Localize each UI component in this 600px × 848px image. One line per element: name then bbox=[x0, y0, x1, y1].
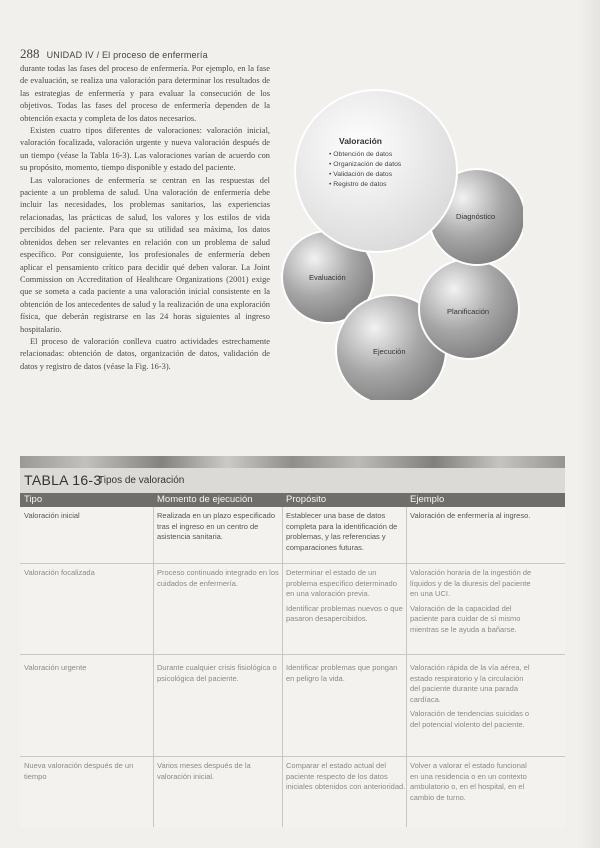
table-number: TABLA 16-3 bbox=[24, 472, 102, 488]
cell-paragraph: Valoración de enfermería al ingreso. bbox=[410, 511, 531, 520]
label-evaluacion: Evaluación bbox=[309, 273, 346, 282]
cell-paragraph: Valoración horaria de la ingestión de líquidos y de la diuresis del paciente en una UCI. bbox=[410, 568, 532, 598]
cell-paragraph: Comparar el estado actual del paciente respecto de los datos iniciales obtenidos con anterioridad. bbox=[286, 761, 406, 791]
cell-paragraph: Establecer una base de datos completa para la identificación de problemas, y las referencias y comparaciones futuras. bbox=[286, 511, 398, 552]
table-cell-momento: Realizada en un plazo especificado tras el ingreso en un centro de asistencia sanitaria. bbox=[157, 511, 275, 541]
label-planificacion: Planificación bbox=[447, 307, 490, 316]
page-edge-shadow bbox=[578, 0, 600, 848]
column-divider bbox=[406, 507, 407, 827]
cell-paragraph: Identificar problemas nuevos o que pasaron desapercibidos. bbox=[286, 603, 403, 623]
table-cell-proposito bbox=[286, 761, 406, 797]
column-divider bbox=[153, 507, 154, 827]
column-header: Ejemplo bbox=[410, 494, 445, 505]
table-cell-ejemplo bbox=[410, 511, 535, 526]
row-divider bbox=[20, 756, 565, 757]
table-title: Tipos de valoración bbox=[98, 475, 185, 486]
table-cell-tipo: Valoración inicial bbox=[24, 511, 80, 520]
table-cell-tipo: Nueva valoración después de un tiempo bbox=[24, 761, 134, 781]
paragraph: Las valoraciones de enfermería se centran en las respuestas del paciente a un problema de salud. Una valoración de enfermería debe incluir las necesidades, los problemas sanitarios, las experiencias relacionadas, las prácticas de salud, los valores y los estilos de vida percibidos del paciente. Para que su utilidad sea máxima, los datos obtenidos deben ser relevantes en relación con un problema de salud específico. Por consiguiente, los profesionales de enfermería deben aplicar el pensamiento crítico para decidir qué deben valorar. La Joint Commission on Accreditation of Healthcare Organizations (2001) exige que se someta a cada paciente a una valoración inicial consistente en la obtención de los antecedentes de salud y la realización de una exploración física, que deberán registrarse en las 24 horas siguientes al ingreso hospitalario. bbox=[20, 175, 270, 334]
label-diagnostico: Diagnóstico bbox=[456, 212, 496, 221]
cell-paragraph: Valoración rápida de la vía aérea, el estado respiratorio y la circulación del paciente durante una parada cardíaca. bbox=[410, 663, 530, 704]
paragraph: durante todas las fases del proceso de enfermería. Por ejemplo, en la fase de evaluación, se realiza una valoración para determinar los resultados de las estrategias de enfermería y para evaluar la consecución de los objetivos. Todas las fases del proceso de enfermería dependen de la obtención exacta y completa de los datos necesarios. bbox=[20, 64, 270, 123]
body-text bbox=[20, 63, 270, 373]
column-header: Momento de ejecución bbox=[157, 494, 253, 505]
cell-paragraph: Identificar problemas que pongan en peligro la vida. bbox=[286, 663, 398, 683]
table-cell-tipo: Valoración focalizada bbox=[24, 568, 95, 577]
cell-paragraph: Valoración de tendencias suicidas o del potencial violento del paciente. bbox=[410, 709, 530, 729]
table-cell-ejemplo bbox=[410, 568, 535, 639]
paragraph: Existen cuatro tipos diferentes de valoraciones: valoración inicial, valoración focalizada, valoración urgente y nueva valoración después de un tiempo (véase la Tabla 16-3). Las valoraciones varían de acuerdo con su propósito, momento, tiempo disponible y estado del paciente. bbox=[20, 126, 270, 173]
label-ejecucion: Ejecución bbox=[373, 347, 406, 356]
table-decorative-band bbox=[20, 456, 565, 468]
page-header bbox=[20, 46, 208, 62]
table-cell-momento: Durante cualquier crisis fisiológica o psicológica del paciente. bbox=[157, 663, 277, 683]
page-number: 288 bbox=[20, 46, 40, 61]
row-divider bbox=[20, 654, 565, 655]
table-title-bar bbox=[20, 468, 565, 494]
nursing-process-diagram bbox=[278, 80, 523, 400]
valoracion-item: • Registro de datos bbox=[329, 181, 387, 188]
table-cell-momento: Varios meses después de la valoración inicial. bbox=[157, 761, 251, 781]
paragraph: El proceso de valoración conlleva cuatro actividades estrechamente relacionadas: obtención de datos, organización de datos, validación de datos y registro de datos (véase la Fig. 16-3). bbox=[20, 336, 270, 371]
unit-title: UNIDAD IV / El proceso de enfermería bbox=[46, 50, 208, 60]
valoracion-item: • Obtención de datos bbox=[329, 151, 393, 158]
table-cell-tipo: Valoración urgente bbox=[24, 663, 87, 672]
table-cell-proposito bbox=[286, 568, 406, 629]
label-valoracion: Valoración bbox=[339, 136, 382, 146]
column-header: Tipo bbox=[24, 494, 43, 505]
cell-paragraph: Determinar el estado de un problema específico determinado en una valoración previa. bbox=[286, 568, 397, 598]
cell-paragraph: Valoración de la capacidad del paciente para cuidar de sí mismo mientras se le ayuda a bañarse. bbox=[410, 603, 521, 634]
valoracion-item: • Validación de datos bbox=[329, 171, 393, 178]
table-cell-proposito bbox=[286, 511, 406, 557]
column-header: Propósito bbox=[286, 494, 327, 505]
valoracion-item: • Organización de datos bbox=[329, 161, 402, 168]
table-cell-momento: Proceso continuado integrado en los cuidados de enfermería. bbox=[157, 568, 279, 588]
row-divider bbox=[20, 563, 565, 564]
table-header-row bbox=[20, 493, 565, 507]
table-cell-ejemplo bbox=[410, 663, 535, 734]
cell-paragraph: Volver a valorar el estado funcional en una residencia o en un contexto ambulatorio o, en el hospital, en el cambio de turno. bbox=[410, 761, 527, 802]
figure-16-3 bbox=[278, 80, 523, 400]
table-cell-proposito bbox=[286, 663, 406, 688]
table-cell-ejemplo bbox=[410, 761, 535, 807]
